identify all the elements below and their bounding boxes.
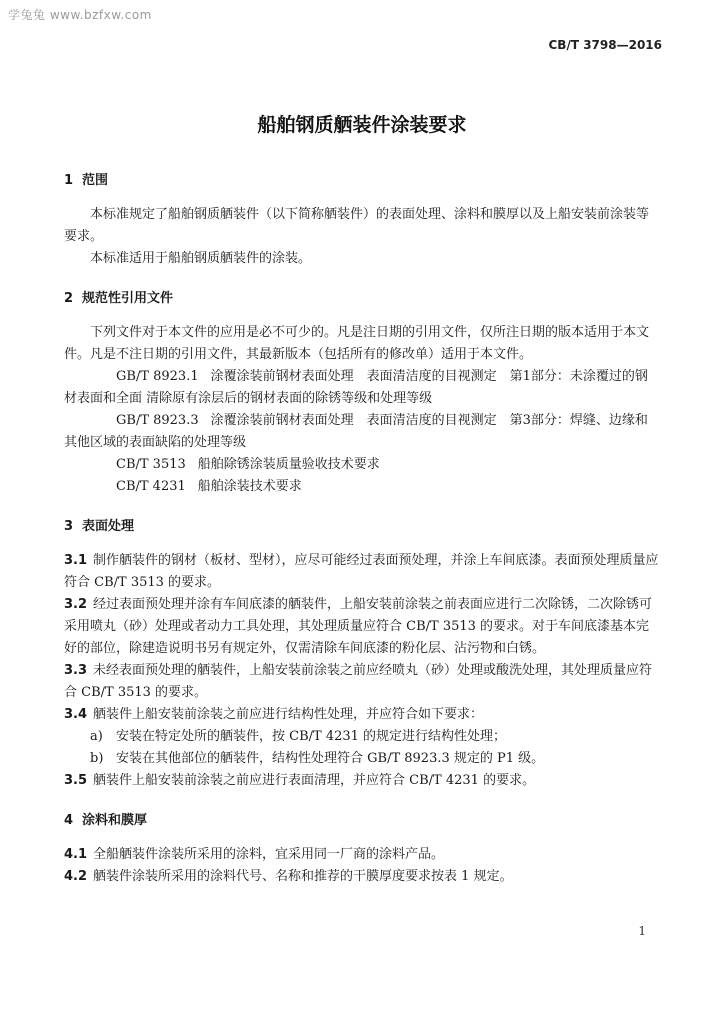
document-body [64, 170, 660, 888]
section-number: 4 [64, 813, 74, 828]
reference-code: GB/T 8923.3 [116, 413, 199, 428]
reference-code: CB/T 3513 [116, 457, 186, 472]
reference-title: 涂覆涂装前钢材表面处理 表面清洁度的目视测定 第3部分：焊缝、边缘和其他区域的表面缺陷的处理等级 [64, 413, 648, 450]
paragraph: 本标准适用于船舶钢质舾装件的涂装。 [90, 251, 312, 266]
clause-number: 3.3 [64, 663, 88, 678]
clause-text: 舾装件上船安装前涂装之前应进行结构性处理，并应符合如下要求： [93, 707, 484, 722]
clause-number: 3.2 [64, 597, 88, 612]
reference-title: 船舶涂装技术要求 [197, 479, 302, 494]
list-item-marker: a) [90, 729, 103, 744]
section-number: 3 [64, 519, 74, 534]
clause [64, 844, 660, 866]
reference-item [64, 366, 660, 410]
list-item [64, 726, 660, 748]
reference-item [64, 454, 660, 476]
list-item-text: 安装在特定处所的舾装件，按 CB/T 4231 的规定进行结构性处理； [116, 729, 507, 744]
clause-number: 4.2 [64, 869, 88, 884]
reference-item [64, 410, 660, 454]
list-item [64, 748, 660, 770]
list-item-text: 安装在其他部位的舾装件，结构性处理符合 GB/T 8923.3 规定的 P1 级。 [116, 751, 545, 766]
clause [64, 660, 660, 704]
paragraph: 本标准规定了船舶钢质舾装件（以下简称舾装件）的表面处理、涂料和膜厚以及上船安装前涂装等要求。 [64, 207, 650, 244]
reference-title: 船舶除锈涂装质量验收技术要求 [197, 457, 380, 472]
section-heading-1 [64, 170, 660, 192]
section-title: 范围 [82, 173, 109, 188]
clause-text: 舾装件涂装所采用的涂料代号、名称和推荐的干膜厚度要求按表 1 规定。 [93, 869, 513, 884]
clause-text: 未经表面预处理的舾装件，上船安装前涂装之前应经喷丸（砂）处理或酸洗处理，其处理质量应符合 CB/T 3513 的要求。 [64, 663, 653, 700]
section-number: 1 [64, 173, 74, 188]
clause-number: 3.5 [64, 773, 88, 788]
section-heading-4 [64, 810, 660, 832]
clause [64, 550, 660, 594]
clause [64, 770, 660, 792]
clause-text: 制作舾装件的钢材（板材、型材），应尽可能经过表面预处理，并涂上车间底漆。表面预处理质量应符合 CB/T 3513 的要求。 [64, 553, 659, 590]
clause [64, 866, 660, 888]
reference-item [64, 476, 660, 498]
clause-number: 4.1 [64, 847, 88, 862]
section-title: 涂料和膜厚 [82, 813, 148, 828]
page-number: 1 [638, 924, 646, 938]
reference-code: GB/T 8923.1 [116, 369, 199, 384]
section-title: 规范性引用文件 [82, 291, 174, 306]
clause-text: 经过表面预处理并涂有车间底漆的舾装件，上船安装前涂装之前表面应进行二次除锈，二次除锈可采用喷丸（砂）处理或者动力工具处理，其处理质量应符合 CB/T 3513 的要求。对于车间底漆基本完好的部位，除建造说明书另有规定外，仅需清除车间底漆的粉化层、沾污物和白锈。 [64, 597, 653, 656]
section-heading-2 [64, 288, 660, 310]
clause-number: 3.4 [64, 707, 88, 722]
watermark: 学兔兔 www.bzfxw.com [8, 8, 152, 22]
paragraph: 下列文件对于本文件的应用是必不可少的。凡是注日期的引用文件，仅所注日期的版本适用于本文件。凡是不注日期的引用文件，其最新版本（包括所有的修改单）适用于本文件。 [64, 325, 650, 362]
section-number: 2 [64, 291, 74, 306]
list-item-marker: b) [90, 751, 104, 766]
reference-title: 涂覆涂装前钢材表面处理 表面清洁度的目视测定 第1部分：未涂覆过的钢材表面和全面 清除原有涂层后的钢材表面的除锈等级和处理等级 [64, 369, 648, 406]
standard-code: CB/T 3798—2016 [548, 38, 662, 52]
section-title: 表面处理 [82, 519, 135, 534]
clause-text: 全船舾装件涂装所采用的涂料，宜采用同一厂商的涂料产品。 [93, 847, 445, 862]
document-title: 船舶钢质舾装件涂装要求 [257, 114, 467, 136]
clause [64, 594, 660, 660]
clause-number: 3.1 [64, 553, 88, 568]
reference-code: CB/T 4231 [116, 479, 186, 494]
clause [64, 704, 660, 726]
section-heading-3 [64, 516, 660, 538]
clause-text: 舾装件上船安装前涂装之前应进行表面清理，并应符合 CB/T 4231 的要求。 [93, 773, 536, 788]
